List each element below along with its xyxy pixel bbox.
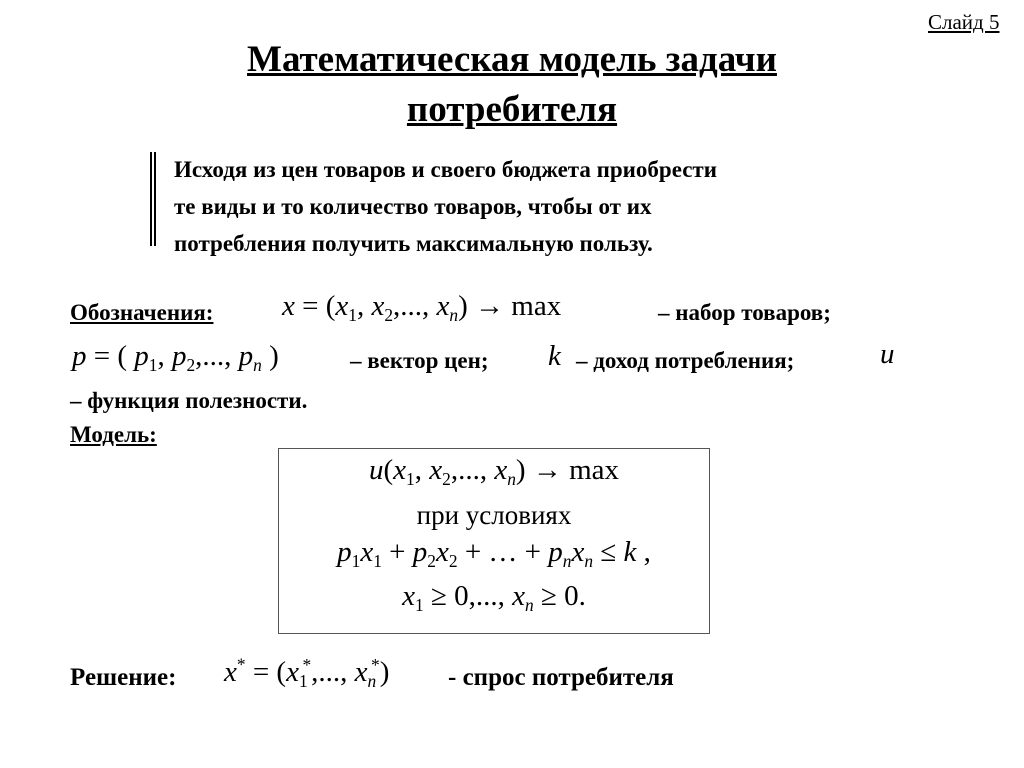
notation-label: Обозначения: [70, 300, 214, 325]
u-definition: – функция полезности. [70, 388, 308, 413]
k-definition: – доход потребления; [576, 348, 795, 373]
solution-description: - спрос потребителя [448, 664, 674, 691]
quote-line-3: потребления получить максимальную пользу. [174, 231, 653, 256]
quote-line-1: Исходя из цен товаров и своего бюджета приобрести [174, 157, 717, 182]
definition-quote [174, 151, 717, 262]
x-definition: – набор товаров; [658, 300, 831, 325]
formula-k: k [548, 340, 561, 372]
page-title-line-1: Математическая модель задачи [247, 39, 777, 80]
quote-double-bar [150, 152, 156, 246]
slide-number: Слайд 5 [928, 10, 1000, 34]
objective-formula: $u(x_1$, $x_2$,..., $x_n) \to \max$ [369, 454, 619, 490]
formula-x-vector: $x = (x_1$, $x_2$,..., $x_n) \to \max$ [282, 290, 562, 326]
conditions-label: при условиях [416, 500, 572, 530]
formula-p-vector: p = ( $p_1$, $p_2$,..., $p_n$ ) [72, 340, 279, 376]
solution-formula: $x^* = (x_1^*$,..., $x_n^*$) [224, 654, 390, 692]
nonnegativity-constraint: $x_1 \ge 0$,..., $x_n \ge 0$. [402, 580, 586, 616]
model-label: Модель: [70, 422, 157, 447]
page-title-line-2: потребителя [406, 89, 618, 130]
p-definition: – вектор цен; [350, 348, 489, 373]
budget-constraint: $p_1x_1 + p_2x_2$ + … + $p_nx_n \le k$ , [337, 536, 651, 572]
formula-u: u [880, 338, 895, 370]
solution-label: Решение: [70, 664, 177, 691]
quote-line-2: те виды и то количество товаров, чтобы от их [174, 194, 652, 219]
